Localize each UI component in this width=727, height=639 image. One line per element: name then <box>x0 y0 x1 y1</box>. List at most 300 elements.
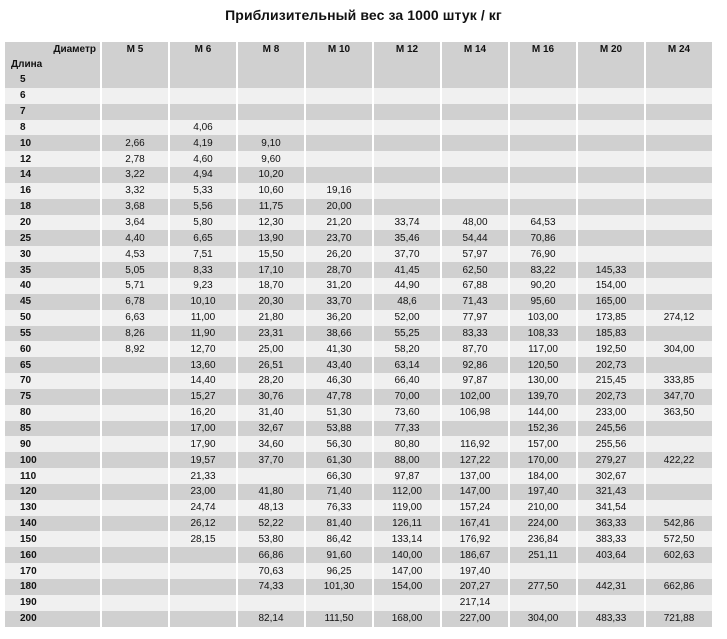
table-row <box>5 436 712 452</box>
weight-cell: 21,80 <box>238 310 304 326</box>
weight-cell <box>510 167 576 183</box>
weight-cell <box>102 579 168 595</box>
weight-cell: 140,00 <box>374 547 440 563</box>
weight-cell: 97,87 <box>442 373 508 389</box>
column-header: M 24 <box>646 42 712 57</box>
weight-cell: 52,22 <box>238 516 304 532</box>
table-row <box>5 167 712 183</box>
column-header: M 14 <box>442 42 508 57</box>
weight-cell <box>646 262 712 278</box>
weight-cell: 70,00 <box>374 389 440 405</box>
table-row <box>5 88 712 104</box>
weight-cell: 3,68 <box>102 199 168 215</box>
weight-cell <box>306 72 372 88</box>
weight-cell: 333,85 <box>646 373 712 389</box>
weight-cell: 30,76 <box>238 389 304 405</box>
weight-cell: 4,94 <box>170 167 236 183</box>
weight-cell: 95,60 <box>510 294 576 310</box>
weight-cell: 37,70 <box>238 452 304 468</box>
weight-cell <box>510 72 576 88</box>
length-cell: 170 <box>5 563 100 579</box>
column-header: M 8 <box>238 42 304 57</box>
weight-cell: 28,20 <box>238 373 304 389</box>
table-row <box>5 373 712 389</box>
weight-cell <box>306 167 372 183</box>
weight-cell <box>374 595 440 611</box>
weight-cell: 48,00 <box>442 215 508 231</box>
table-row <box>5 468 712 484</box>
weight-cell: 245,56 <box>578 421 644 437</box>
table-row <box>5 246 712 262</box>
weight-cell <box>646 500 712 516</box>
column-header: M 6 <box>170 42 236 57</box>
table-row <box>5 104 712 120</box>
weight-cell: 279,27 <box>578 452 644 468</box>
weight-cell: 15,50 <box>238 246 304 262</box>
column-header: M 5 <box>102 42 168 57</box>
weight-cell: 101,30 <box>306 579 372 595</box>
weight-cell: 74,33 <box>238 579 304 595</box>
weight-cell <box>646 135 712 151</box>
weight-cell <box>306 120 372 136</box>
weight-cell <box>646 199 712 215</box>
weight-cell <box>510 563 576 579</box>
length-cell: 30 <box>5 246 100 262</box>
weight-cell: 66,30 <box>306 468 372 484</box>
weight-cell: 255,56 <box>578 436 644 452</box>
weight-cell: 112,00 <box>374 484 440 500</box>
weight-cell <box>646 215 712 231</box>
weight-cell: 173,85 <box>578 310 644 326</box>
weight-cell: 483,33 <box>578 611 644 627</box>
weight-cell: 147,00 <box>442 484 508 500</box>
weight-cell: 126,11 <box>374 516 440 532</box>
table-row <box>5 389 712 405</box>
weight-cell: 442,31 <box>578 579 644 595</box>
weight-cell: 48,6 <box>374 294 440 310</box>
weight-cell: 31,40 <box>238 405 304 421</box>
weight-cell <box>578 230 644 246</box>
weight-cell: 31,20 <box>306 278 372 294</box>
weight-cell: 302,67 <box>578 468 644 484</box>
weight-cell: 25,00 <box>238 341 304 357</box>
weight-cell: 321,43 <box>578 484 644 500</box>
weight-cell <box>646 167 712 183</box>
length-cell: 200 <box>5 611 100 627</box>
weight-cell <box>102 531 168 547</box>
weight-cell: 2,66 <box>102 135 168 151</box>
weight-cell <box>578 120 644 136</box>
weight-cell <box>646 230 712 246</box>
weight-cell: 233,00 <box>578 405 644 421</box>
weight-cell <box>442 120 508 136</box>
weight-cell: 58,20 <box>374 341 440 357</box>
length-cell: 160 <box>5 547 100 563</box>
weight-cell: 34,60 <box>238 436 304 452</box>
weight-cell: 55,25 <box>374 326 440 342</box>
weight-cell <box>306 104 372 120</box>
weight-cell: 111,50 <box>306 611 372 627</box>
weight-cell <box>646 88 712 104</box>
weight-cell: 5,56 <box>170 199 236 215</box>
weight-cell <box>102 357 168 373</box>
weight-cell: 3,22 <box>102 167 168 183</box>
weight-cell: 41,30 <box>306 341 372 357</box>
weight-cell <box>374 151 440 167</box>
weight-cell <box>442 151 508 167</box>
weight-cell <box>102 516 168 532</box>
weight-cell <box>170 72 236 88</box>
table-row <box>5 278 712 294</box>
weight-cell: 71,40 <box>306 484 372 500</box>
weight-cell <box>646 326 712 342</box>
weight-cell <box>442 88 508 104</box>
weight-cell: 363,50 <box>646 405 712 421</box>
weight-cell: 721,88 <box>646 611 712 627</box>
weight-cell <box>646 595 712 611</box>
weight-cell: 106,98 <box>442 405 508 421</box>
length-cell: 75 <box>5 389 100 405</box>
weight-cell: 4,60 <box>170 151 236 167</box>
weight-cell <box>646 120 712 136</box>
weight-cell: 44,90 <box>374 278 440 294</box>
weight-cell: 6,65 <box>170 230 236 246</box>
length-cell: 80 <box>5 405 100 421</box>
weight-cell: 139,70 <box>510 389 576 405</box>
weight-cell: 83,33 <box>442 326 508 342</box>
weight-cell: 347,70 <box>646 389 712 405</box>
weight-cell: 662,86 <box>646 579 712 595</box>
weight-cell <box>306 88 372 104</box>
weight-cell: 4,53 <box>102 246 168 262</box>
weight-cell: 3,64 <box>102 215 168 231</box>
weight-cell: 17,10 <box>238 262 304 278</box>
weight-cell: 51,30 <box>306 405 372 421</box>
weight-cell: 602,63 <box>646 547 712 563</box>
weight-cell <box>238 468 304 484</box>
weight-cell: 202,73 <box>578 389 644 405</box>
weight-cell: 18,70 <box>238 278 304 294</box>
weight-cell: 210,00 <box>510 500 576 516</box>
table-row <box>5 547 712 563</box>
weight-cell: 17,90 <box>170 436 236 452</box>
weight-cell: 542,86 <box>646 516 712 532</box>
weight-cell: 91,60 <box>306 547 372 563</box>
weight-cell <box>374 199 440 215</box>
length-cell: 100 <box>5 452 100 468</box>
weight-cell: 80,80 <box>374 436 440 452</box>
weight-cell <box>646 104 712 120</box>
weight-cell: 26,51 <box>238 357 304 373</box>
weight-cell: 32,67 <box>238 421 304 437</box>
weight-cell: 127,22 <box>442 452 508 468</box>
weight-cell <box>170 547 236 563</box>
length-cell: 18 <box>5 199 100 215</box>
weight-cell <box>442 135 508 151</box>
table-row <box>5 341 712 357</box>
table-row <box>5 611 712 627</box>
weight-cell: 16,20 <box>170 405 236 421</box>
weight-cell <box>102 500 168 516</box>
weight-cell: 11,75 <box>238 199 304 215</box>
weight-cell: 4,19 <box>170 135 236 151</box>
weight-cell: 9,60 <box>238 151 304 167</box>
diameter-header: Диаметр <box>5 42 100 57</box>
weight-cell <box>170 579 236 595</box>
table-row <box>5 452 712 468</box>
weight-cell: 154,00 <box>578 278 644 294</box>
weight-cell: 23,70 <box>306 230 372 246</box>
length-header: Длина <box>5 57 100 72</box>
length-cell: 35 <box>5 262 100 278</box>
weight-cell: 20,30 <box>238 294 304 310</box>
weight-cell: 26,20 <box>306 246 372 262</box>
weight-table <box>3 42 714 627</box>
weight-cell: 168,00 <box>374 611 440 627</box>
column-header: M 20 <box>578 42 644 57</box>
table-row <box>5 579 712 595</box>
weight-cell: 215,45 <box>578 373 644 389</box>
weight-cell <box>646 294 712 310</box>
weight-cell: 19,16 <box>306 183 372 199</box>
length-cell: 40 <box>5 278 100 294</box>
weight-cell: 117,00 <box>510 341 576 357</box>
weight-cell: 17,00 <box>170 421 236 437</box>
weight-cell: 165,00 <box>578 294 644 310</box>
weight-cell <box>510 88 576 104</box>
table-row <box>5 310 712 326</box>
weight-cell <box>102 452 168 468</box>
weight-cell <box>238 72 304 88</box>
weight-cell: 48,13 <box>238 500 304 516</box>
length-cell: 45 <box>5 294 100 310</box>
weight-cell <box>374 72 440 88</box>
weight-cell: 227,00 <box>442 611 508 627</box>
table-row <box>5 262 712 278</box>
table-row <box>5 230 712 246</box>
weight-cell: 86,42 <box>306 531 372 547</box>
weight-cell <box>578 563 644 579</box>
weight-cell <box>102 88 168 104</box>
header-row-length <box>5 57 712 72</box>
weight-cell: 56,30 <box>306 436 372 452</box>
weight-cell <box>510 595 576 611</box>
weight-cell: 71,43 <box>442 294 508 310</box>
weight-cell <box>170 595 236 611</box>
weight-cell: 66,86 <box>238 547 304 563</box>
weight-cell: 572,50 <box>646 531 712 547</box>
weight-cell: 192,50 <box>578 341 644 357</box>
weight-cell <box>646 72 712 88</box>
weight-cell: 77,97 <box>442 310 508 326</box>
weight-cell: 53,88 <box>306 421 372 437</box>
weight-cell: 167,41 <box>442 516 508 532</box>
weight-cell: 43,40 <box>306 357 372 373</box>
weight-cell: 5,33 <box>170 183 236 199</box>
weight-cell: 15,27 <box>170 389 236 405</box>
length-cell: 6 <box>5 88 100 104</box>
weight-cell: 96,25 <box>306 563 372 579</box>
length-cell: 20 <box>5 215 100 231</box>
weight-cell <box>578 104 644 120</box>
weight-cell: 53,80 <box>238 531 304 547</box>
weight-cell <box>102 421 168 437</box>
weight-cell: 24,74 <box>170 500 236 516</box>
weight-cell <box>102 389 168 405</box>
weight-cell: 52,00 <box>374 310 440 326</box>
table-row <box>5 294 712 310</box>
weight-cell: 403,64 <box>578 547 644 563</box>
weight-cell: 108,33 <box>510 326 576 342</box>
weight-cell <box>170 88 236 104</box>
weight-cell: 87,70 <box>442 341 508 357</box>
length-cell: 60 <box>5 341 100 357</box>
weight-cell <box>102 120 168 136</box>
weight-cell <box>510 120 576 136</box>
weight-cell <box>102 595 168 611</box>
weight-cell: 77,33 <box>374 421 440 437</box>
weight-cell <box>102 484 168 500</box>
weight-cell <box>646 436 712 452</box>
weight-cell: 4,40 <box>102 230 168 246</box>
weight-cell: 70,63 <box>238 563 304 579</box>
weight-cell: 236,84 <box>510 531 576 547</box>
weight-cell: 33,70 <box>306 294 372 310</box>
length-cell: 50 <box>5 310 100 326</box>
weight-cell <box>578 88 644 104</box>
weight-cell <box>578 135 644 151</box>
weight-cell: 38,66 <box>306 326 372 342</box>
weight-cell <box>102 563 168 579</box>
table-row <box>5 326 712 342</box>
table-row <box>5 120 712 136</box>
length-cell: 55 <box>5 326 100 342</box>
weight-cell <box>238 595 304 611</box>
weight-cell: 14,40 <box>170 373 236 389</box>
weight-cell <box>646 278 712 294</box>
weight-cell <box>578 199 644 215</box>
weight-cell <box>102 468 168 484</box>
length-cell: 10 <box>5 135 100 151</box>
length-cell: 85 <box>5 421 100 437</box>
weight-cell <box>374 135 440 151</box>
weight-cell: 19,57 <box>170 452 236 468</box>
weight-cell <box>102 405 168 421</box>
weight-cell: 82,14 <box>238 611 304 627</box>
weight-cell <box>442 199 508 215</box>
weight-cell: 62,50 <box>442 262 508 278</box>
weight-cell: 83,22 <box>510 262 576 278</box>
weight-cell <box>374 120 440 136</box>
weight-cell: 119,00 <box>374 500 440 516</box>
weight-cell: 5,05 <box>102 262 168 278</box>
weight-cell: 103,00 <box>510 310 576 326</box>
weight-cell <box>442 72 508 88</box>
length-cell: 130 <box>5 500 100 516</box>
weight-cell: 383,33 <box>578 531 644 547</box>
weight-cell <box>170 563 236 579</box>
weight-cell <box>442 421 508 437</box>
weight-cell: 28,15 <box>170 531 236 547</box>
weight-cell <box>646 421 712 437</box>
weight-cell: 133,14 <box>374 531 440 547</box>
weight-cell: 90,20 <box>510 278 576 294</box>
table-row <box>5 563 712 579</box>
weight-cell: 73,60 <box>374 405 440 421</box>
weight-cell <box>578 183 644 199</box>
length-cell: 12 <box>5 151 100 167</box>
column-header: M 10 <box>306 42 372 57</box>
weight-cell: 12,70 <box>170 341 236 357</box>
weight-cell <box>646 246 712 262</box>
weight-cell: 144,00 <box>510 405 576 421</box>
length-cell: 140 <box>5 516 100 532</box>
weight-cell <box>374 88 440 104</box>
weight-cell: 6,78 <box>102 294 168 310</box>
weight-cell <box>374 104 440 120</box>
weight-cell <box>578 246 644 262</box>
weight-cell <box>578 215 644 231</box>
table-body <box>5 42 712 627</box>
weight-cell <box>170 104 236 120</box>
weight-cell <box>510 151 576 167</box>
weight-cell: 64,53 <box>510 215 576 231</box>
weight-cell: 12,30 <box>238 215 304 231</box>
weight-cell: 11,00 <box>170 310 236 326</box>
weight-cell: 363,33 <box>578 516 644 532</box>
weight-cell: 21,20 <box>306 215 372 231</box>
table-row <box>5 421 712 437</box>
weight-cell: 9,23 <box>170 278 236 294</box>
weight-cell: 13,90 <box>238 230 304 246</box>
page-title: Приблизительный вес за 1000 штук / кг <box>225 7 502 23</box>
weight-cell <box>306 595 372 611</box>
weight-cell <box>306 135 372 151</box>
weight-cell: 67,88 <box>442 278 508 294</box>
weight-cell: 26,12 <box>170 516 236 532</box>
weight-cell: 152,36 <box>510 421 576 437</box>
length-cell: 65 <box>5 357 100 373</box>
length-cell: 16 <box>5 183 100 199</box>
weight-cell: 197,40 <box>442 563 508 579</box>
length-cell: 8 <box>5 120 100 136</box>
weight-cell: 81,40 <box>306 516 372 532</box>
weight-cell: 274,12 <box>646 310 712 326</box>
weight-cell: 6,63 <box>102 310 168 326</box>
weight-cell: 176,92 <box>442 531 508 547</box>
weight-cell: 130,00 <box>510 373 576 389</box>
weight-cell: 76,33 <box>306 500 372 516</box>
weight-cell: 2,78 <box>102 151 168 167</box>
weight-cell <box>510 183 576 199</box>
weight-cell: 88,00 <box>374 452 440 468</box>
weight-cell <box>374 167 440 183</box>
weight-cell <box>578 72 644 88</box>
weight-cell <box>170 611 236 627</box>
weight-cell: 185,83 <box>578 326 644 342</box>
length-cell: 70 <box>5 373 100 389</box>
weight-cell: 23,00 <box>170 484 236 500</box>
weight-cell <box>102 373 168 389</box>
weight-cell: 21,33 <box>170 468 236 484</box>
table-row <box>5 151 712 167</box>
weight-cell <box>646 563 712 579</box>
weight-cell: 13,60 <box>170 357 236 373</box>
weight-cell <box>578 167 644 183</box>
weight-cell: 4,06 <box>170 120 236 136</box>
weight-cell: 20,00 <box>306 199 372 215</box>
weight-cell: 147,00 <box>374 563 440 579</box>
